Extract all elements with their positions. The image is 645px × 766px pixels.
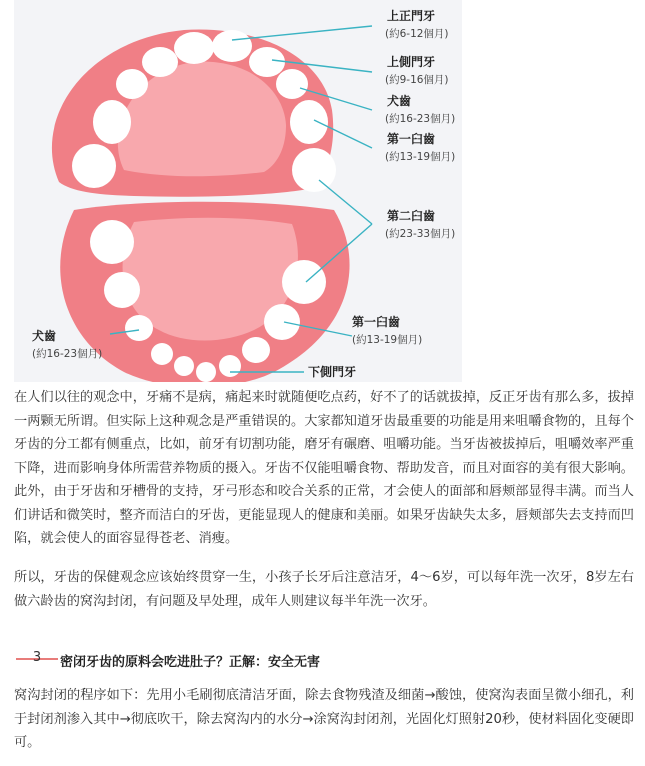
section-heading xyxy=(14,644,634,674)
upper-second-molar-right xyxy=(292,148,336,192)
lower-canine-right xyxy=(242,337,270,363)
teeth-illustration xyxy=(14,0,462,382)
article-paragraph-1: 在人们以往的观念中，牙痛不是病，痛起来时就随便吃点药，好不了的话就拔掉，反正牙齿有那么多，拔掉一两颗无所谓。但实际上这种观念是严重错误的。大家都知道牙齿最重要的功能是用来咀嚼食物的，且每个牙齿的分工都有侧重点，比如，前牙有切割功能，磨牙有碾磨、咀嚼功能。当牙齿被拔掉后，咀嚼效率严重下降，进而影响身体所需营养物质的摄入。牙齿不仅能咀嚼食物、帮助发音，而且对面容的美有很大影响。此外，由于牙齿和牙槽骨的支持，牙弓形态和咬合关系的正常，才会使人的面部和唇颊部显得丰满。而当人们讲话和微笑时，整齐而洁白的牙齿，更能显现人的健康和美丽。如果牙齿缺失太多，唇颊部失去支持而凹陷，就会使人的面容显得苍老、消瘦。 xyxy=(14,390,634,546)
upper-canine-left xyxy=(116,69,148,99)
lower-canine-left xyxy=(125,315,153,341)
article-paragraph-2: 所以，牙齿的保健观念应该始终贯穿一生，小孩子长牙后注意洁牙，4～6岁，可以每年洗一次牙，8岁左右做六龄齿的窝沟封闭，有问题及早处理，成年人则建议每半年洗一次牙。 xyxy=(14,570,634,609)
label-upper-first-molar-age: (約13-19個月) xyxy=(385,151,456,163)
article-paragraph-3: 窝沟封闭的程序如下：先用小毛刷彻底清洁牙面，除去食物残渣及细菌→酸蚀，使窝沟表面呈微小细孔，利于封闭剂渗入其中→彻底吹干，除去窝沟内的水分→涂窝沟封闭剂，光固化灯照射20秒，使材料固化变硬即可。 xyxy=(14,688,634,750)
lower-first-molar-left xyxy=(104,272,140,308)
upper-jaw xyxy=(52,30,336,197)
lower-lateral-incisor-right xyxy=(219,355,241,377)
label-upper-first-molar: 第一臼齒 xyxy=(387,132,436,146)
label-lower-canine: 犬齒 xyxy=(32,329,57,343)
label-lower-canine-age: (約16-23個月) xyxy=(32,348,103,360)
label-lower-first-molar: 第一臼齒 xyxy=(352,315,401,329)
upper-second-molar-left xyxy=(72,144,116,188)
upper-central-incisor-left xyxy=(174,32,214,64)
lower-second-molar-left xyxy=(90,220,134,264)
section-number-badge xyxy=(14,646,60,672)
label-second-molar: 第二臼齒 xyxy=(387,209,436,223)
baby-teeth-eruption-diagram xyxy=(14,0,462,382)
label-lower-lateral-incisor: 下側門牙 xyxy=(308,365,357,379)
lower-lateral-incisor-left xyxy=(151,343,173,365)
label-upper-central-incisor: 上正門牙 xyxy=(387,9,436,23)
label-upper-lateral-incisor-age: (約9-16個月) xyxy=(385,74,449,86)
lower-second-molar-right xyxy=(282,260,326,304)
upper-lateral-incisor-right xyxy=(249,47,285,77)
label-lower-first-molar-age: (約13-19個月) xyxy=(352,334,423,346)
label-upper-central-incisor-age: (約6-12個月) xyxy=(385,28,449,40)
lower-first-molar-right xyxy=(264,304,300,340)
upper-first-molar-right xyxy=(290,100,328,144)
section-title: 密闭牙齿的原料会吃进肚子？正解：安全无害 xyxy=(60,655,321,670)
lower-central-incisor-right xyxy=(196,362,216,382)
lower-jaw xyxy=(60,202,349,382)
upper-canine-right xyxy=(276,69,308,99)
upper-central-incisor-right xyxy=(212,30,252,62)
lower-central-incisor-left xyxy=(174,356,194,376)
label-upper-canine: 犬齒 xyxy=(387,94,412,108)
label-upper-lateral-incisor: 上側門牙 xyxy=(387,55,436,69)
upper-first-molar-left xyxy=(93,100,131,144)
label-upper-canine-age: (約16-23個月) xyxy=(385,113,456,125)
label-second-molar-age: (約23-33個月) xyxy=(385,228,456,240)
section-number: 3 xyxy=(32,650,42,665)
upper-lateral-incisor-left xyxy=(142,47,178,77)
